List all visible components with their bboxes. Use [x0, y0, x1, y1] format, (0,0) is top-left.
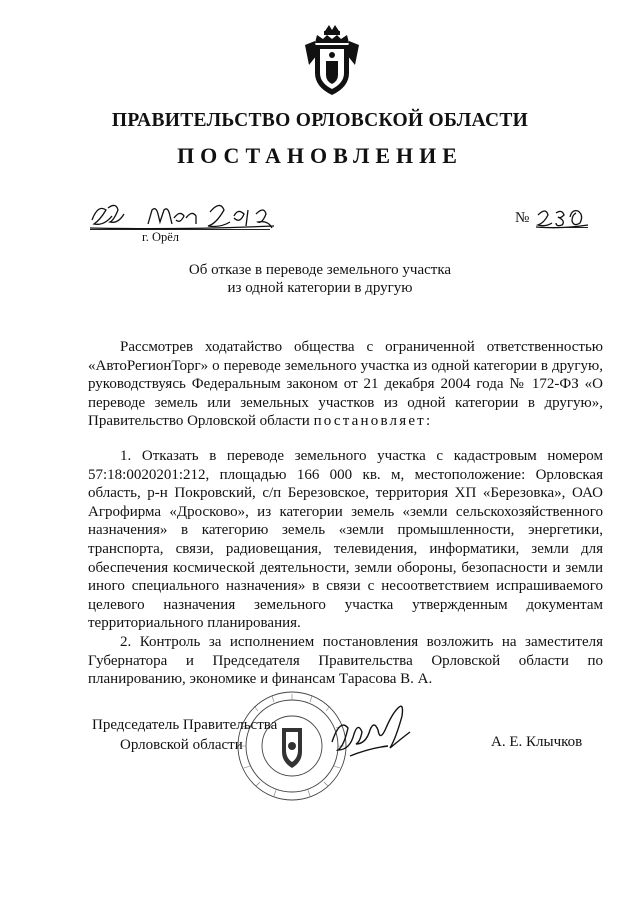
document-subject	[0, 261, 640, 297]
signatory-name: А. Е. Клычков	[491, 734, 583, 750]
paragraph-preamble	[88, 338, 603, 431]
preamble-end: :	[425, 413, 431, 430]
paragraph-clause-2: 2. Контроль за исполнением постановления возложить на заместителя Губернатора и Председателя Правительства Орловской области по планированию, экономике и финансам Тарасова В. А.	[88, 633, 603, 688]
resolves-word: постановляет	[313, 413, 426, 430]
document-type: ПОСТАНОВЛЕНИЕ	[177, 143, 463, 168]
preamble-text: Рассмотрев ходатайство общества с ограниченной ответственностью «АвтоРегионТорг» о переводе земельного участка из одной категории в другую, руководствуясь Федеральным законом от 21 декабря 2004 года № 172-ФЗ «О переводе земель или земельных участков из одной категории в другую», Правительство Орловской области	[88, 339, 603, 430]
signatory-title	[92, 715, 277, 755]
coat-of-arms-icon	[303, 25, 361, 97]
document-body	[88, 338, 603, 689]
handwritten-signature-icon	[330, 698, 412, 760]
city: г. Орёл	[142, 230, 180, 244]
signatory-title-line-1: Председатель Правительства	[92, 717, 278, 733]
subject-line-2: из одной категории в другую	[227, 280, 413, 296]
number-label: №	[515, 210, 530, 226]
subject-line-1: Об отказе в переводе земельного участка	[188, 262, 452, 278]
handwritten-date	[88, 198, 278, 232]
handwritten-number	[532, 205, 592, 231]
signatory-title-line-2: Орловской области	[120, 737, 243, 753]
paragraph-clause-1: 1. Отказать в переводе земельного участка с кадастровым номером 57:18:0020201:212, площадью 166 000 кв. м, местоположение: Орловская область, р-н Покровский, с/п Березовское, территория ХП «Березовка», ОАО Агрофирма «Дросково», из категории земель «земли сельскохозяйственного назначения» в категорию земель «земли промышленности, энергетики, транспорта, связи, радиовещания, телевидения, информатики, земли для обеспечения космической деятельности, земли обороны, безопасности и земли иного специального назначения» в связи с несоответствием испрашиваемого целевого назначения земельного участка утвержденным документам территориального планирования.	[88, 447, 603, 632]
organization-title: ПРАВИТЕЛЬСТВО ОРЛОВСКОЙ ОБЛАСТИ	[111, 110, 529, 131]
